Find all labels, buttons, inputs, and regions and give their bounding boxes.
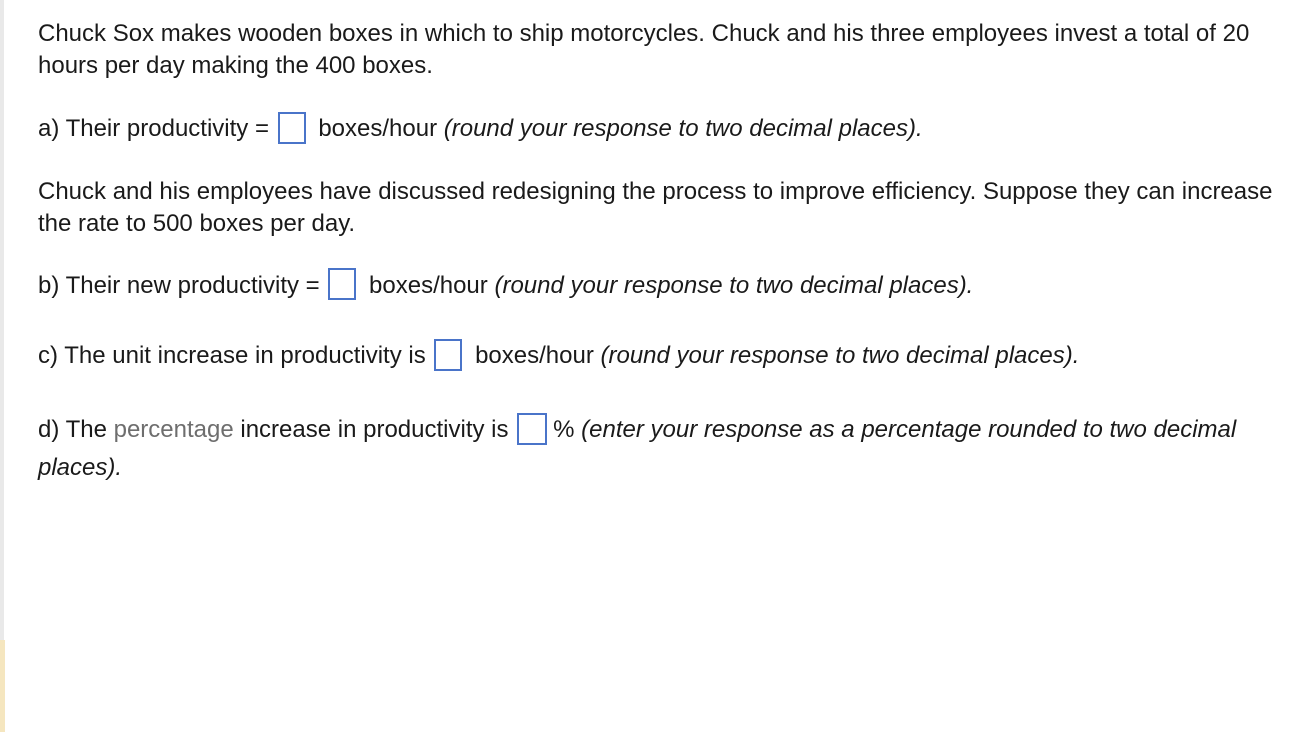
answer-c-input[interactable] [434,339,462,371]
percentage-term-link[interactable]: percentage [113,415,234,443]
question-d [38,411,1288,487]
answer-b-input[interactable] [328,268,356,300]
question-d-prefix-start: d) The [38,415,114,443]
scenario-statement: Chuck and his employees have discussed redesigning the process to improve efficiency. Suppose they can increase the rate to 500 boxes per day. [38,177,1273,237]
question-d-hint: (enter your response as a percentage rounded to two decimal places). [38,415,1237,481]
left-border-accent [0,640,5,732]
question-c-hint: (round your response to two decimal places). [600,342,1080,370]
question-a-prefix: a) Their productivity = [38,115,276,142]
question-d-prefix-end: increase in productivity is [233,415,516,443]
question-d-unit: % [553,415,582,443]
question-c-prefix: c) The unit increase in productivity is [38,342,433,370]
question-content [38,18,1288,487]
question-c [38,340,1288,373]
question-b [38,270,1288,303]
question-b-hint: (round your response to two decimal places). [494,271,974,299]
answer-a-input[interactable] [278,112,306,144]
question-a [38,113,1288,146]
question-a-hint: (round your response to two decimal places). [443,115,923,142]
question-c-unit: boxes/hour [468,342,601,370]
left-border [0,0,4,732]
problem-statement: Chuck Sox makes wooden boxes in which to ship motorcycles. Chuck and his three employees invest a total of 20 hours per day making the 400 boxes. [38,20,1250,79]
question-b-prefix: b) Their new productivity = [38,271,327,299]
answer-d-input[interactable] [517,413,547,445]
question-b-unit: boxes/hour [362,271,495,299]
question-a-unit: boxes/hour [311,115,444,142]
